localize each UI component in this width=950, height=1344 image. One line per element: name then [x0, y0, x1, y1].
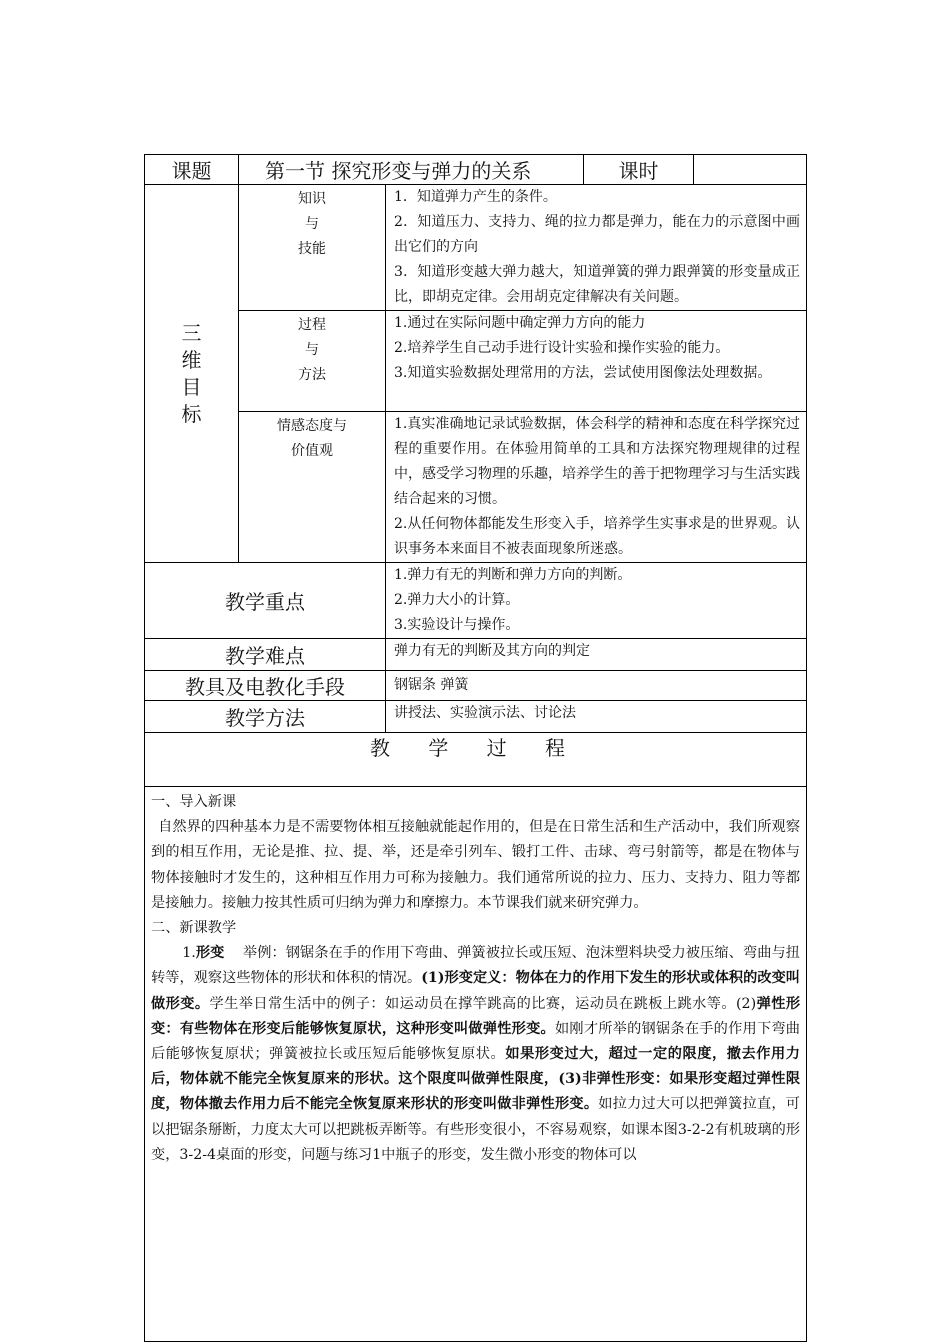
process-title-row — [145, 733, 807, 787]
difficulty-content: 弹力有无的判断及其方向的判定 — [386, 639, 807, 671]
teaching-process-body — [145, 787, 807, 1342]
process-item: 2.培养学生自己动手进行设计实验和操作实验的能力。 — [394, 340, 730, 356]
goal-knowledge-row — [145, 185, 807, 311]
key-point-item: 1.弹力有无的判断和弹力方向的判断。 — [394, 567, 632, 583]
tools-label: 教具及电教化手段 — [145, 671, 386, 701]
section-heading: 一、导入新课 — [151, 794, 237, 810]
methods-label: 教学方法 — [145, 701, 386, 733]
process-methods-label: 过程 与 方法 — [239, 311, 386, 412]
three-dimension-goals-label: 三 维 目 标 — [145, 185, 239, 563]
knowledge-skills-content — [386, 185, 807, 311]
emotion-item: 2.从任何物体都能发生形变入手，培养学生实事求是的世界观。认识事务本来面目不被表面现象所迷惑。 — [394, 516, 801, 557]
process-methods-content — [386, 311, 807, 412]
key-points-row — [145, 563, 807, 639]
process-item: 3.知道实验数据处理常用的方法，尝试使用图像法处理数据。 — [394, 365, 772, 381]
knowledge-item: 2．知道压力、支持力、绳的拉力都是弹力，能在力的示意图中画出它们的方向 — [394, 214, 801, 255]
key-point-item: 3.实验设计与操作。 — [394, 617, 520, 633]
key-point-item: 2.弹力大小的计算。 — [394, 592, 520, 608]
key-points-label: 教学重点 — [145, 563, 386, 639]
methods-content: 讲授法、实验演示法、讨论法 — [386, 701, 807, 733]
difficulty-label: 教学难点 — [145, 639, 386, 671]
hours-value — [694, 155, 807, 185]
tools-row — [145, 671, 807, 701]
header-row — [145, 155, 807, 185]
knowledge-item: 3．知道形变越大弹力越大，知道弹簧的弹力跟弹簧的形变量成正比，即胡克定律。会用胡克定律解决有关问题。 — [394, 264, 801, 305]
knowledge-item: 1．知道弹力产生的条件。 — [394, 189, 557, 205]
deformation-paragraph: 1.形变 举例：钢锯条在手的作用下弯曲、弹簧被拉长或压短、泡沫塑料块受力被压缩、弯曲与扭转等，观察这些物体的形状和体积的情况。(1)形变定义：物体在力的作用下发生的形状或体积的改变叫做形变。学生举日常生活中的例子：如运动员在撑竿跳高的比赛，运动员在跳板上跳水等。(2)弹性形变：有些物体在形变后能够恢复原状，这种形变叫做弹性形变。如刚才所举的钢锯条在手的作用下弯曲后能够恢复原状；弹簧被拉长或压短后能够恢复原状。如果形变过大，超过一定的限度，撤去作用力后，物体就不能完全恢复原来的形状。这个限度叫做弹性限度，(3)非弹性形变：如果形变超过弹性限度，物体撤去作用力后不能完全恢复原来形状的形变叫做非弹性形变。如拉力过大可以把弹簧拉直，可以把锯条掰断，力度太大可以把跳板弄断等。有些形变很小，不容易观察，如课本图3-2-2有机玻璃的形变，3-2-4桌面的形变，问题与练习1中瓶子的形变，发生微小形变的物体可以 — [151, 945, 801, 1163]
tools-content: 钢锯条 弹簧 — [386, 671, 807, 701]
hours-label: 课时 — [584, 155, 694, 185]
emotion-item: 1.真实准确地记录试验数据，体会科学的精神和态度在科学探究过程的重要作用。在体验用简单的工具和方法探究物理规律的过程中，感受学习物理的乐趣，培养学生的善于把物理学习与生活实践结合起来的习惯。 — [394, 416, 801, 507]
lesson-plan-table — [144, 154, 807, 1342]
knowledge-skills-label: 知识 与 技能 — [239, 185, 386, 311]
section-heading: 二、新课教学 — [151, 920, 237, 937]
key-points-content — [386, 563, 807, 639]
methods-row — [145, 701, 807, 733]
topic-label: 课题 — [145, 155, 239, 185]
process-body-row — [145, 787, 807, 1342]
emotion-values-label: 情感态度与 价值观 — [239, 412, 386, 563]
process-item: 1.通过在实际问题中确定弹力方向的能力 — [394, 315, 646, 331]
goal-emotion-row — [145, 412, 807, 563]
goal-process-row — [145, 311, 807, 412]
emotion-values-content — [386, 412, 807, 563]
teaching-process-title: 教 学 过 程 — [145, 733, 807, 787]
difficulty-row — [145, 639, 807, 671]
topic-title: 第一节 探究形变与弹力的关系 — [239, 155, 584, 185]
intro-paragraph: 自然界的四种基本力是不需要物体相互接触就能起作用的，但是在日常生活和生产活动中，我们所观察到的相互作用，无论是推、拉、提、举，还是牵引列车、锻打工件、击球、弯弓射箭等，都是在物体与物体接触时才发生的，这种相互作用力可称为接触力。我们通常所说的拉力、压力、支持力、阻力等都是接触力。接触力按其性质可归纳为弹力和摩擦力。本节课我们就来研究弹力。 — [151, 819, 801, 911]
